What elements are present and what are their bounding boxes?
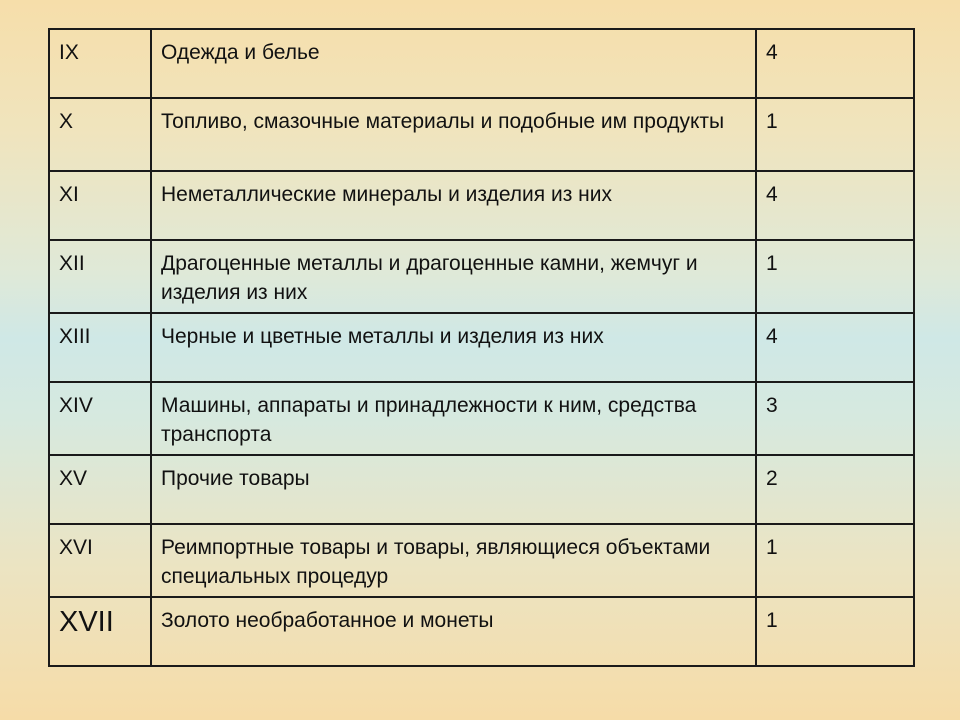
- section-description: Прочие товары: [151, 455, 756, 524]
- section-number: XV: [49, 455, 151, 524]
- section-number: X: [49, 98, 151, 171]
- table-row: [49, 240, 914, 313]
- table-row: [49, 455, 914, 524]
- section-count: 1: [756, 98, 914, 171]
- section-description: Драгоценные металлы и драгоценные камни, жемчуг и изделия из них: [151, 240, 756, 313]
- section-count: 3: [756, 382, 914, 455]
- sections-table: [48, 28, 915, 667]
- section-description: Топливо, смазочные материалы и подобные им продукты: [151, 98, 756, 171]
- section-count: 2: [756, 455, 914, 524]
- section-number: XI: [49, 171, 151, 240]
- section-number: XIV: [49, 382, 151, 455]
- section-description: Черные и цветные металлы и изделия из них: [151, 313, 756, 382]
- table-row: [49, 98, 914, 171]
- section-description: Золото необработанное и монеты: [151, 597, 756, 666]
- section-count: 1: [756, 524, 914, 597]
- table-row: [49, 382, 914, 455]
- section-count: 4: [756, 171, 914, 240]
- table-row: [49, 524, 914, 597]
- table-row: [49, 171, 914, 240]
- section-count: 4: [756, 29, 914, 98]
- table-row: [49, 597, 914, 666]
- section-description: Реимпортные товары и товары, являющиеся объектами специальных процедур: [151, 524, 756, 597]
- section-number: XIII: [49, 313, 151, 382]
- section-number: XVI: [49, 524, 151, 597]
- section-description: Неметаллические минералы и изделия из них: [151, 171, 756, 240]
- table-row: [49, 313, 914, 382]
- section-description: Одежда и белье: [151, 29, 756, 98]
- section-number: XVII: [49, 597, 151, 666]
- section-number: XII: [49, 240, 151, 313]
- section-count: 4: [756, 313, 914, 382]
- section-count: 1: [756, 597, 914, 666]
- section-number: IX: [49, 29, 151, 98]
- section-description: Машины, аппараты и принадлежности к ним, средства транспорта: [151, 382, 756, 455]
- table-row: [49, 29, 914, 98]
- section-count: 1: [756, 240, 914, 313]
